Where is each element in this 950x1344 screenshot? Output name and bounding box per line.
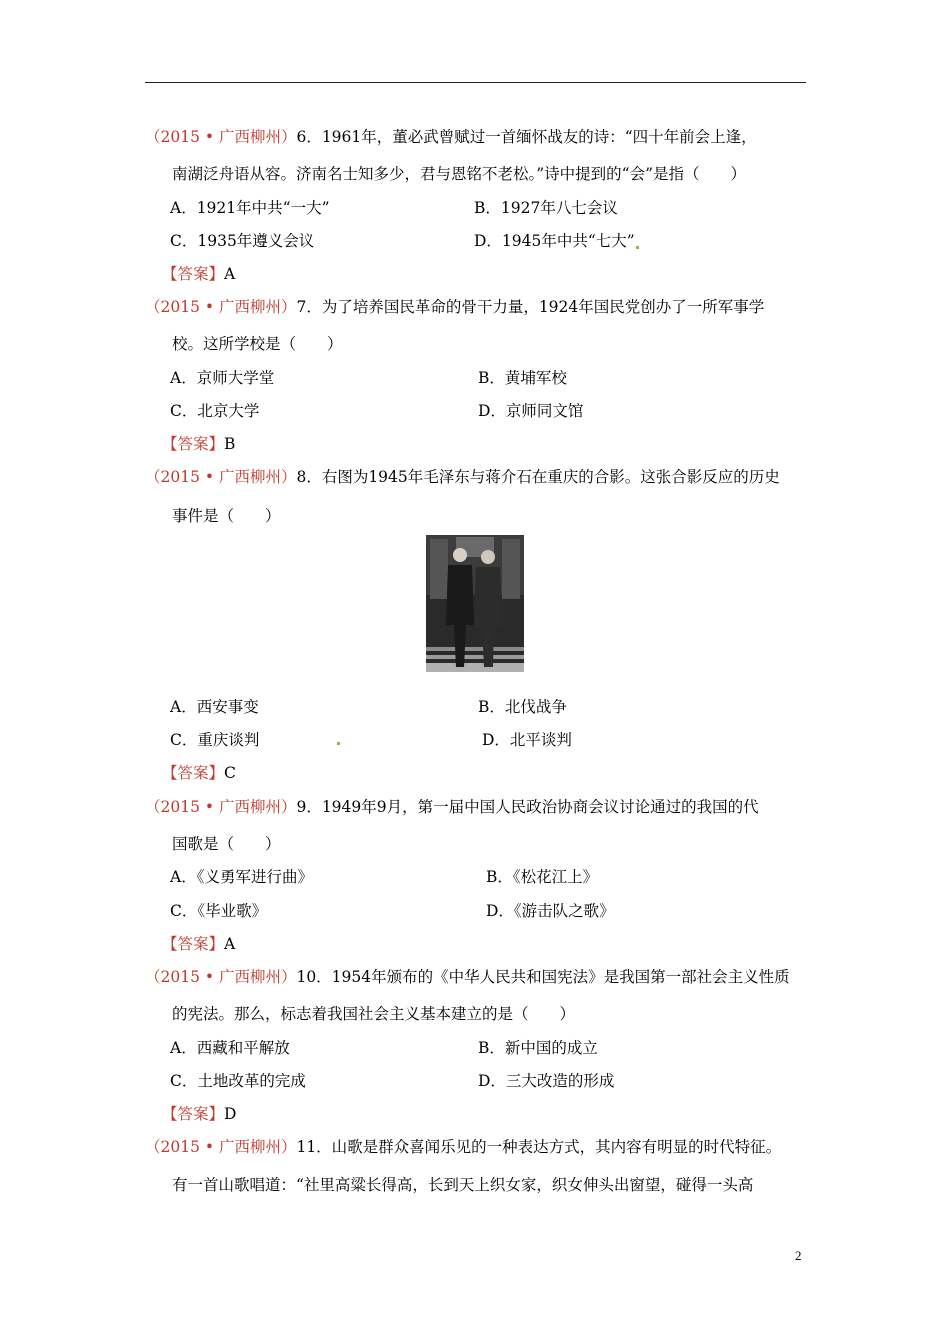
option-a: A．1921年中共“一大”: [170, 199, 330, 217]
answer-line: 【答案】B: [162, 435, 236, 453]
question-7-line2: 校。这所学校是（ ）: [172, 335, 343, 353]
question-8-line2: 事件是（ ）: [172, 507, 281, 525]
option-b: B．新中国的成立: [478, 1039, 598, 1057]
question-9-line2: 国歌是（ ）: [172, 835, 281, 853]
option-c: C．北京大学: [170, 402, 260, 420]
question-source: （2015 • 广西柳州）: [145, 968, 297, 986]
stray-mark: [636, 246, 639, 249]
question-source: （2015 • 广西柳州）: [145, 128, 297, 146]
option-d: D．三大改造的形成: [478, 1072, 615, 1090]
question-source: （2015 • 广西柳州）: [145, 798, 297, 816]
answer-line: 【答案】D: [162, 1105, 237, 1123]
question-source: （2015 • 广西柳州）: [145, 298, 297, 316]
option-d: D．京师同文馆: [478, 402, 584, 420]
option-c: C．《毕业歌》: [170, 902, 268, 920]
question-6-line2: 南湖泛舟语从容。济南名士知多少，君与恩铭不老松。”诗中提到的“会”是指（ ）: [172, 165, 747, 183]
question-11-line2: 有一首山歌唱道：“社里高粱长得高，长到天上织女家，织女伸头出窗望，碰得一头高: [172, 1176, 754, 1194]
page-number: 2: [795, 1248, 802, 1263]
question-7-line1: （2015 • 广西柳州）7．为了培养国民革命的骨干力量，1924年国民党创办了一所军事学: [145, 298, 765, 316]
question-source: （2015 • 广西柳州）: [145, 1138, 297, 1156]
question-10-line1: （2015 • 广西柳州）10．1954年颁布的《中华人民共和国宪法》是我国第一部社会主义性质: [145, 968, 790, 986]
question-8-line1: （2015 • 广西柳州）8．右图为1945年毛泽东与蒋介石在重庆的合影。这张合影反应的历史: [145, 468, 780, 486]
option-a: A．西藏和平解放: [170, 1039, 290, 1057]
option-c: C．重庆谈判: [170, 731, 260, 749]
question-10-line2: 的宪法。那么，标志着我国社会主义基本建立的是（ ）: [172, 1005, 576, 1023]
stray-mark: [337, 742, 340, 745]
option-b: B．《松花江上》: [486, 868, 599, 886]
option-d: D．北平谈判: [482, 731, 572, 749]
question-source: （2015 • 广西柳州）: [145, 468, 297, 486]
historical-photo: [426, 535, 524, 672]
answer-line: 【答案】A: [162, 935, 236, 953]
answer-line: 【答案】C: [162, 764, 236, 782]
answer-line: 【答案】A: [162, 265, 236, 283]
option-b: B．北伐战争: [478, 698, 567, 716]
option-a: A．《义勇军进行曲》: [170, 868, 313, 886]
option-c: C．土地改革的完成: [170, 1072, 306, 1090]
question-6-line1: （2015 • 广西柳州）6．1961年，董必武曾赋过一首缅怀战友的诗：“四十年前会上逢，: [145, 128, 757, 146]
option-c: C．1935年遵义会议: [170, 232, 315, 250]
option-a: A．西安事变: [170, 698, 259, 716]
option-b: B．1927年八七会议: [474, 199, 618, 217]
question-9-line1: （2015 • 广西柳州）9．1949年9月，第一届中国人民政治协商会议讨论通过的我国的代: [145, 798, 759, 816]
option-b: B．黄埔军校: [478, 369, 567, 387]
option-d: D．《游击队之歌》: [486, 902, 615, 920]
header-rule: [145, 82, 806, 83]
question-11-line1: （2015 • 广西柳州）11．山歌是群众喜闻乐见的一种表达方式，其内容有明显的时代特征。: [145, 1138, 782, 1156]
option-a: A．京师大学堂: [170, 369, 275, 387]
option-d: D．1945年中共“七大”: [474, 232, 635, 250]
